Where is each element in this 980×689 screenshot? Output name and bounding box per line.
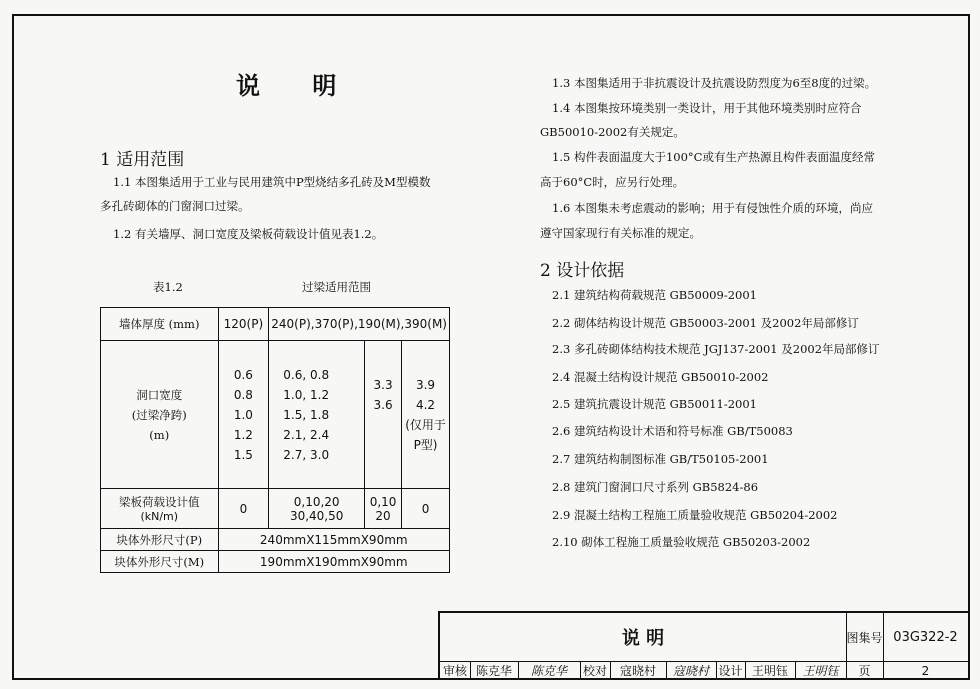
titleblock-title: 说 明 [621, 628, 665, 649]
para-1-6-cont: 遵守国家现行有关标准的规定。 [540, 226, 701, 240]
reference-item: 2.1 建筑结构荷载规范 GB50009-2001 [552, 288, 757, 302]
opening-value: 3.3 [373, 378, 393, 392]
block-size-m-label: 块体外形尺寸(M) [101, 551, 219, 573]
opening-value: 4.2 [415, 398, 436, 412]
reviewer-label: 审核 [442, 664, 467, 678]
opening-value: 3.9 [415, 378, 436, 392]
section2-heading: 2 设计依据 [540, 261, 625, 281]
opening-note: (仅用于 [405, 418, 446, 432]
opening-value: 2.1, 2.4 [283, 427, 330, 442]
opening-width-label [101, 341, 219, 489]
load-value-2b: 30,40,50 [289, 508, 344, 523]
atlas-number: 03G322-2 [893, 629, 958, 645]
opening-value: 1.5 [233, 447, 253, 462]
load-label-a: 梁板荷载设计值 [119, 495, 200, 509]
section1-heading: 1 适用范围 [100, 150, 185, 170]
block-size-m-value: 190mmX190mmX90mm [218, 551, 450, 573]
para-1-3: 1.3 本图集适用于非抗震设计及抗震设防烈度为6至8度的过梁。 [552, 76, 877, 90]
load-value-2 [269, 489, 365, 529]
para-1-4: 1.4 本图集按环境类别一类设计，用于其他环境类别时应符合 [552, 101, 862, 115]
para-1-6: 1.6 本图集未考虑震动的影响；用于有侵蚀性介质的环境，尚应 [552, 201, 873, 215]
load-value-2a: 0,10,20 [293, 494, 340, 509]
opening-value: 1.5, 1.8 [283, 407, 330, 422]
reviewer-signature: 陈克华 [530, 664, 567, 678]
reference-item: 2.2 砌体结构设计规范 GB50003-2001 及2002年局部修订 [552, 316, 859, 330]
opening-value: 0.6 [233, 367, 253, 382]
table-title: 过梁适用范围 [302, 280, 371, 294]
para-1-5: 1.5 构件表面温度大于100°C或有生产热源且构件表面温度经常 [552, 150, 875, 164]
opening-value: 0.8 [233, 387, 253, 402]
page-label: 页 [858, 664, 871, 678]
reference-item: 2.8 建筑门窗洞口尺寸系列 GB5824-86 [552, 480, 759, 494]
reference-item: 2.3 多孔砖砌体结构技术规范 JGJ137-2001 及2002年局部修订 [552, 342, 880, 356]
table-caption: 表1.2 [153, 280, 183, 294]
opening-col-a [218, 341, 269, 489]
block-size-p-label: 块体外形尺寸(P) [101, 529, 219, 551]
opening-width-label-c: (m) [149, 427, 170, 442]
checker-label: 校对 [582, 664, 607, 678]
page-number: 2 [921, 663, 930, 678]
load-value-3 [365, 489, 402, 529]
reference-item: 2.4 混凝土结构设计规范 GB50010-2002 [552, 370, 769, 384]
load-label-b: (kN/m) [140, 510, 179, 523]
para-1-4-cont: GB50010-2002有关规定。 [540, 125, 685, 139]
para-1-5-cont: 高于60°C时，应另行处理。 [540, 175, 685, 189]
opening-value: 1.0, 1.2 [283, 387, 330, 402]
block-size-p-value: 240mmX115mmX90mm [218, 529, 450, 551]
load-label [101, 489, 219, 529]
atlas-label: 图集号 [846, 630, 883, 645]
page-title: 说 明 [236, 71, 359, 100]
designer-label: 设计 [718, 664, 743, 678]
load-value-3b: 20 [375, 508, 391, 523]
opening-col-b [269, 341, 365, 489]
opening-value: 1.2 [233, 427, 253, 442]
checker-signature: 寇晓村 [672, 664, 709, 678]
opening-value: 3.6 [373, 398, 393, 412]
reference-item: 2.5 建筑抗震设计规范 GB50011-2001 [552, 397, 757, 411]
para-1-1-cont: 多孔砖砌体的门窗洞口过梁。 [100, 199, 250, 213]
reference-item: 2.10 砌体工程施工质量验收规范 GB50203-2002 [552, 535, 811, 549]
designer-signature: 王明钰 [802, 664, 839, 678]
opening-col-c [365, 341, 402, 489]
opening-value: 0.6, 0.8 [283, 367, 330, 382]
opening-note: P型) [413, 438, 438, 452]
reviewer-name: 陈克华 [475, 664, 512, 678]
opening-col-d [402, 341, 450, 489]
wall-thickness-others: 240(P),370(P),190(M),390(M) [269, 308, 450, 341]
para-1-2: 1.2 有关墙厚、洞口宽度及梁板荷载设计值见表1.2。 [113, 227, 384, 241]
beam-range-table [100, 307, 450, 573]
load-value-3a: 0,10 [369, 494, 397, 509]
opening-width-label-a: 洞口宽度 [136, 387, 183, 402]
load-value-4: 0 [402, 489, 450, 529]
load-value-1: 0 [218, 489, 269, 529]
title-block [438, 611, 970, 680]
designer-name: 王明钰 [751, 664, 788, 678]
reference-item: 2.9 混凝土结构工程施工质量验收规范 GB50204-2002 [552, 508, 838, 522]
reference-item: 2.6 建筑结构设计术语和符号标准 GB/T50083 [552, 424, 793, 438]
wall-thickness-label: 墙体厚度 (mm) [101, 308, 219, 341]
reference-item: 2.7 建筑结构制图标准 GB/T50105-2001 [552, 452, 769, 466]
wall-thickness-120: 120(P) [218, 308, 269, 341]
checker-name: 寇晓村 [619, 664, 656, 678]
opening-value: 1.0 [233, 407, 253, 422]
para-1-1: 1.1 本图集适用于工业与民用建筑中P型烧结多孔砖及M型模数 [113, 175, 431, 189]
opening-value: 2.7, 3.0 [283, 447, 330, 462]
opening-width-label-b: (过梁净跨) [131, 407, 187, 422]
